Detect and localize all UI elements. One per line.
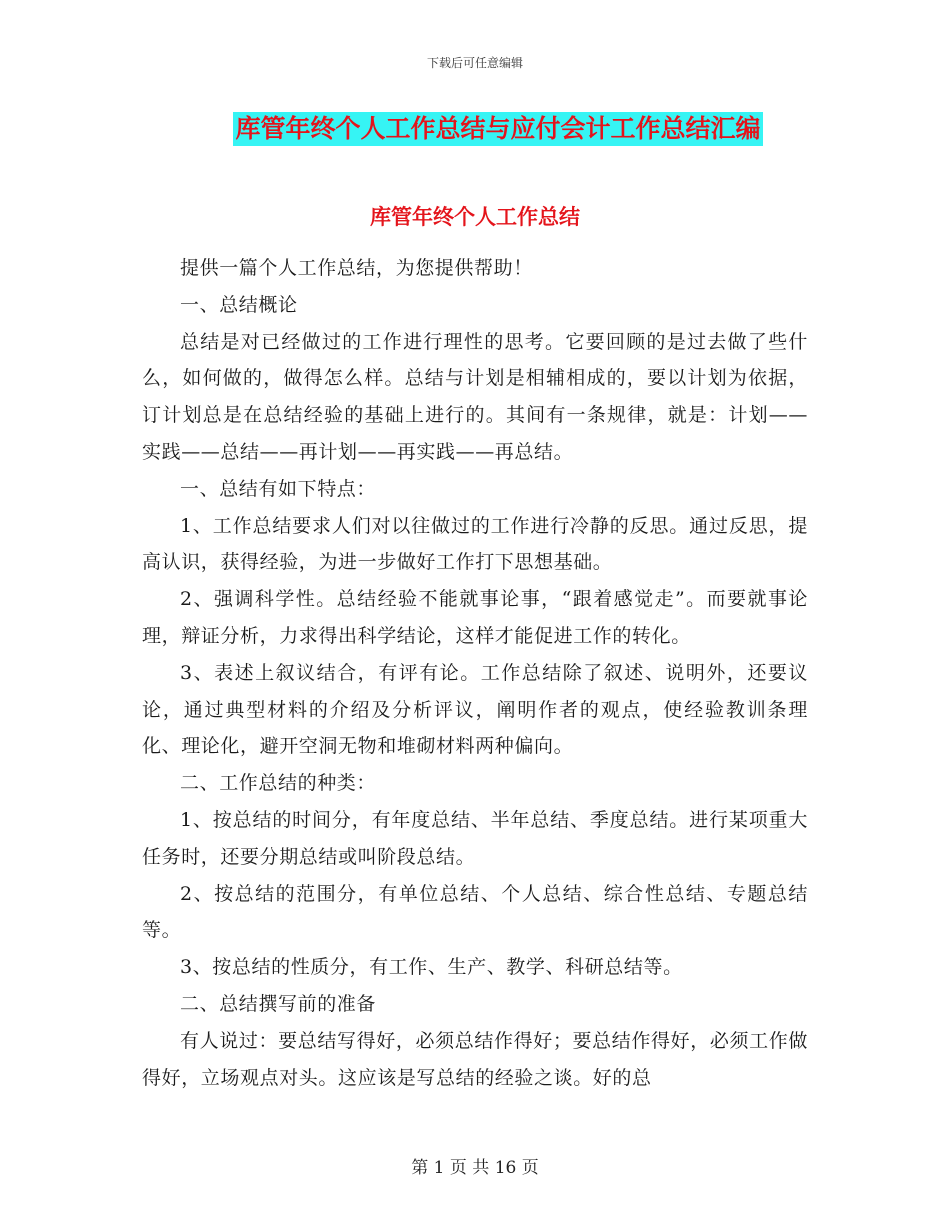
list-item: 2、按总结的范围分，有单位总结、个人总结、综合性总结、专题总结等。	[142, 882, 808, 942]
paragraph: 总结是对已经做过的工作进行理性的思考。它要回顾的是过去做了些什么，如何做的，做得怎么样。总结与计划是相辅相成的，要以计划为依据，订计划总是在总结经验的基础上进行的。其间有一条规律，就是：计划——实践——总结——再计划——再实践——再总结。	[142, 330, 808, 463]
list-item: 2、强调科学性。总结经验不能就事论事，“跟着感觉走”。而要就事论理，辩证分析，力求得出科学结论，这样才能促进工作的转化。	[142, 588, 808, 647]
document-title-block	[0, 112, 950, 146]
paragraph: 有人说过：要总结写得好，必须总结作得好；要总结作得好，必须工作做得好，立场观点对头。这应该是写总结的经验之谈。好的总	[142, 1029, 808, 1089]
section-heading: 二、工作总结的种类：	[180, 772, 377, 795]
list-item: 1、工作总结要求人们对以往做过的工作进行冷静的反思。通过反思，提高认识，获得经验，为进一步做好工作打下思想基础。	[142, 514, 808, 574]
section-heading: 一、总结有如下特点：	[180, 477, 377, 500]
list-item: 1、按总结的时间分，有年度总结、半年总结、季度总结。进行某项重大任务时，还要分期总结或叫阶段总结。	[142, 808, 808, 868]
section-heading: 一、总结概论	[180, 293, 298, 316]
section-heading: 二、总结撰写前的准备	[180, 992, 377, 1015]
list-item: 3、表述上叙议结合，有评有论。工作总结除了叙述、说明外，还要议论，通过典型材料的介绍及分析评议，阐明作者的观点，使经验教训条理化、理论化，避开空洞无物和堆砌材料两种偏向。	[142, 661, 808, 758]
section-title: 库管年终个人工作总结	[370, 205, 580, 229]
paragraph: 提供一篇个人工作总结，为您提供帮助！	[180, 257, 533, 279]
document-body	[142, 250, 808, 1096]
header-note: 下载后可任意编辑	[426, 56, 523, 70]
document-title: 库管年终个人工作总结与应付会计工作总结汇编	[233, 112, 762, 146]
list-item: 3、按总结的性质分，有工作、生产、教学、科研总结等。	[180, 956, 683, 979]
page-number: 第 1 页 共 16 页	[411, 1158, 539, 1178]
